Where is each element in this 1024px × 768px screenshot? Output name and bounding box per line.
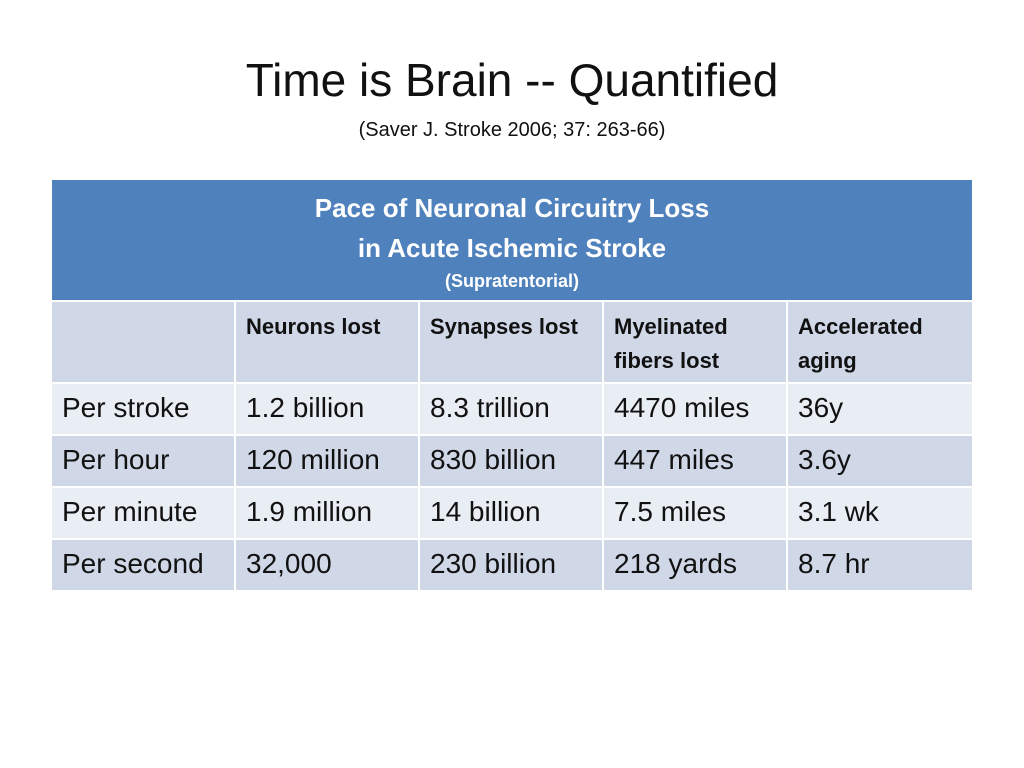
table-row	[52, 486, 972, 538]
table-cell: 447 miles	[604, 436, 788, 486]
column-header-row	[52, 300, 972, 382]
table-cell: 8.3 trillion	[420, 384, 604, 434]
table-cell: 14 billion	[420, 488, 604, 538]
table-cell: 3.6y	[788, 436, 972, 486]
table-cell: 8.7 hr	[788, 540, 972, 590]
table-header	[52, 180, 972, 300]
column-header-empty	[52, 302, 236, 382]
slide-title: Time is Brain -- Quantified	[245, 54, 779, 106]
table-header-line-2: in Acute Ischemic Stroke	[357, 233, 667, 263]
table-header-line-1: Pace of Neuronal Circuitry Loss	[314, 193, 710, 223]
table-cell: 1.9 million	[236, 488, 420, 538]
column-header-synapses: Synapses lost	[420, 302, 604, 382]
row-label: Per stroke	[52, 384, 236, 434]
data-table	[52, 180, 972, 590]
row-label: Per minute	[52, 488, 236, 538]
column-header-aging: Accelerated aging	[788, 302, 972, 382]
table-row	[52, 434, 972, 486]
row-label: Per second	[52, 540, 236, 590]
citation: (Saver J. Stroke 2006; 37: 263-66)	[358, 119, 666, 141]
row-label: Per hour	[52, 436, 236, 486]
table-row	[52, 382, 972, 434]
table-cell: 830 billion	[420, 436, 604, 486]
table-cell: 3.1 wk	[788, 488, 972, 538]
table-cell: 1.2 billion	[236, 384, 420, 434]
column-header-neurons: Neurons lost	[236, 302, 420, 382]
table-cell: 32,000	[236, 540, 420, 590]
table-header-line-3: (Supratentorial)	[444, 271, 579, 291]
table-cell: 4470 miles	[604, 384, 788, 434]
table-cell: 36y	[788, 384, 972, 434]
table-row	[52, 538, 972, 590]
table-cell: 120 million	[236, 436, 420, 486]
table-cell: 218 yards	[604, 540, 788, 590]
column-header-myelinated: Myelinated fibers lost	[604, 302, 788, 382]
table-cell: 230 billion	[420, 540, 604, 590]
table-cell: 7.5 miles	[604, 488, 788, 538]
